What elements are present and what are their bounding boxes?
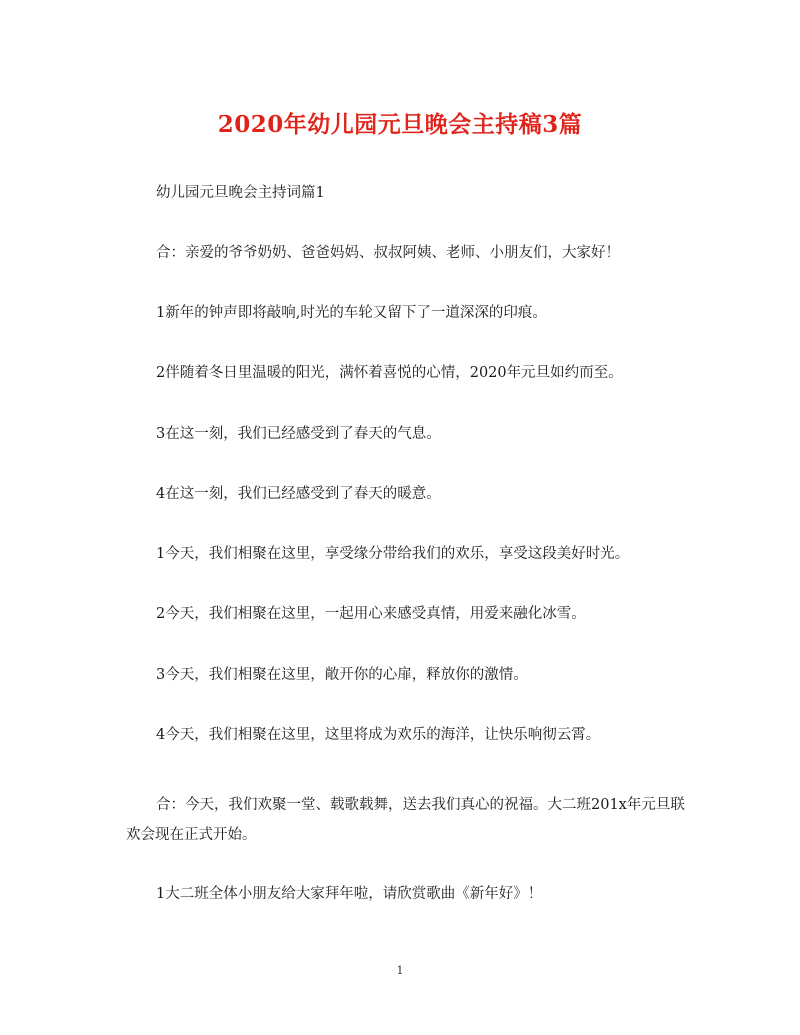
- paragraph: 3今天，我们相聚在这里，敞开你的心扉，释放你的激情。: [156, 667, 528, 683]
- paragraph: 1今天，我们相聚在这里，享受缘分带给我们的欢乐，享受这段美好时光。: [156, 546, 630, 562]
- paragraph: 3在这一刻，我们已经感受到了春天的气息。: [156, 426, 441, 442]
- paragraph: 1大二班全体小朋友给大家拜年啦，请欣赏歌曲《新年好》！: [156, 886, 543, 902]
- paragraph: 2伴随着冬日里温暖的阳光，满怀着喜悦的心情，2020年元旦如约而至。: [156, 365, 623, 381]
- paragraph: 合：今天，我们欢聚一堂、载歌载舞，送去我们真心的祝福。大二班201x年元旦联欢会现在正式开始。: [126, 797, 685, 843]
- section-heading: 幼儿园元旦晚会主持词篇1: [156, 185, 325, 201]
- paragraph: 2今天，我们相聚在这里，一起用心来感受真情，用爱来融化冰雪。: [156, 606, 586, 622]
- document-title: 2020年幼儿园元旦晚会主持稿3篇: [217, 111, 583, 138]
- paragraph: 4在这一刻，我们已经感受到了春天的暖意。: [156, 486, 441, 502]
- paragraph: 1新年的钟声即将敲响,时光的车轮又留下了一道深深的印痕。: [156, 305, 547, 321]
- paragraph: 合：亲爱的爷爷奶奶、爸爸妈妈、叔叔阿姨、老师、小朋友们，大家好！: [156, 245, 620, 261]
- paragraph: 4今天，我们相聚在这里，这里将成为欢乐的海洋，让快乐响彻云霄。: [156, 727, 601, 743]
- page-number: 1: [396, 964, 404, 977]
